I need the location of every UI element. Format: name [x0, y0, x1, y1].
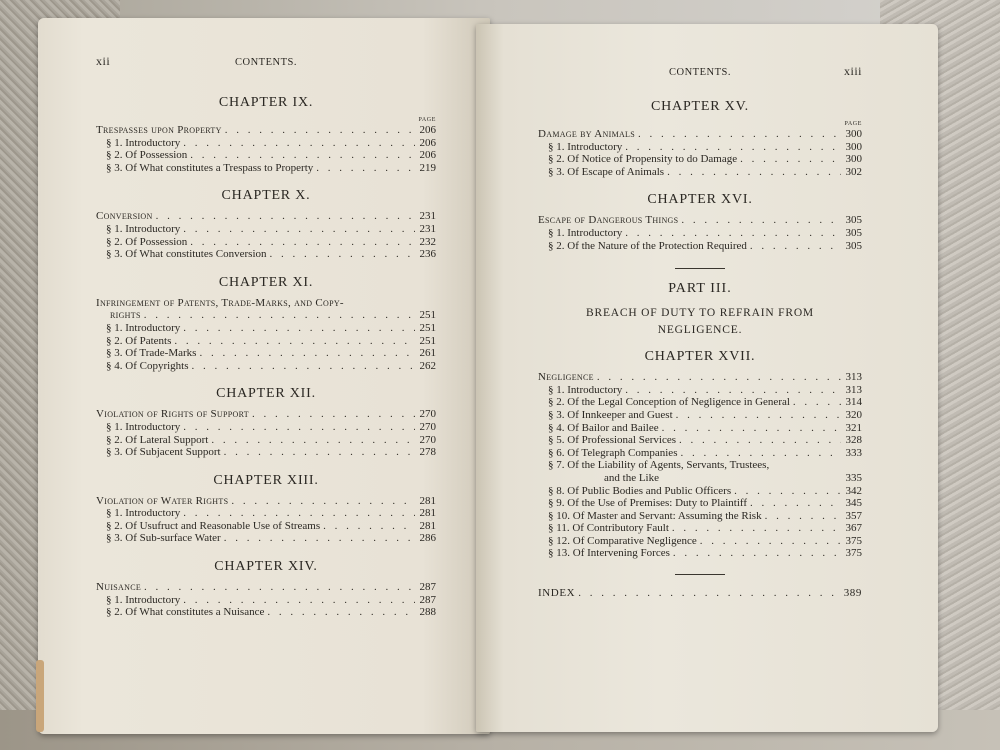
leader-dots	[672, 522, 841, 535]
section-entry-text: § 2. Of Usufruct and Reasonable Use of Streams	[106, 519, 321, 532]
page-number: 251	[419, 334, 436, 347]
chapter-title: CHAPTER XI.	[218, 274, 314, 290]
page-number: 278	[419, 446, 436, 459]
right-folio: xiii	[843, 64, 862, 78]
part-subtitle-line1: BREACH OF DUTY TO REFRAIN FROM	[586, 307, 814, 320]
section-entry-text: § 2. Of Possession	[106, 149, 188, 162]
chapter-topic	[538, 214, 862, 227]
left-running-head	[96, 54, 436, 69]
page-number: 335	[845, 471, 862, 484]
section-entry	[96, 434, 436, 447]
section-entry-text: § 1. Introductory	[106, 420, 181, 433]
chapter-topic	[538, 371, 862, 384]
section-entry-text: § 11. Of Contributory Fault	[548, 522, 669, 535]
leader-dots	[597, 371, 841, 384]
leader-dots	[681, 214, 841, 227]
page-number: 251	[419, 321, 436, 334]
section-entry-text: § 2. Of What constitutes a Nuisance	[106, 606, 265, 619]
page-number: 251	[419, 309, 436, 322]
leader-dots	[676, 409, 841, 422]
chapter-xvii-sections	[538, 384, 862, 460]
leader-dots	[144, 581, 415, 594]
section-entry	[96, 223, 436, 236]
right-chapter-list	[538, 99, 862, 252]
section-entry	[96, 507, 436, 520]
section-entry-text: § 3. Of Sub-surface Water	[106, 532, 221, 545]
section-entry	[538, 409, 862, 422]
page-number: 281	[419, 494, 436, 507]
section-entry-text: § 6. Of Telegraph Companies	[548, 446, 678, 459]
leader-dots	[750, 240, 841, 253]
section-entry	[538, 485, 862, 498]
page-number: 389	[843, 587, 862, 600]
leader-dots	[625, 384, 841, 397]
section-entry	[538, 497, 862, 510]
section-entry	[96, 347, 436, 360]
section-entry-text: § 1. Introductory	[106, 222, 181, 235]
leader-dots	[190, 149, 415, 162]
chapter-title: CHAPTER XIII.	[213, 472, 319, 488]
section-entry	[96, 606, 436, 619]
page-column-label: PAGE	[844, 121, 862, 127]
leader-dots	[224, 446, 415, 459]
leader-dots	[183, 507, 415, 520]
section-entry	[538, 422, 862, 435]
part-title: PART III.	[668, 281, 732, 297]
section-entry-text: § 10. Of Master and Servant: Assuming the Risk	[548, 509, 762, 522]
section-entry-text: § 2. Of Patents	[106, 334, 172, 347]
section-entry-text: § 1. Introductory	[548, 226, 623, 239]
section-entry-text: § 3. Of What constitutes a Trespass to Property	[106, 161, 314, 174]
leader-dots	[765, 510, 841, 523]
section-entry	[96, 137, 436, 150]
leader-dots	[750, 497, 841, 510]
topic-text: Negligence	[538, 371, 594, 384]
page-number: 342	[845, 484, 862, 497]
leader-dots	[192, 360, 416, 373]
page-number: 270	[419, 433, 436, 446]
chapter-topic-text: Violation of Water Rights	[96, 494, 229, 507]
section-entry-text: § 1. Introductory	[548, 140, 623, 153]
chapter-topic	[538, 128, 862, 141]
section-entry-text: § 1. Introductory	[106, 136, 181, 149]
section-entry	[538, 535, 862, 548]
index-text: INDEX	[538, 587, 576, 600]
page-number: 288	[419, 606, 436, 619]
section-entry-7	[538, 459, 862, 484]
leader-dots	[231, 495, 415, 508]
section-entry-text: § 2. Of Lateral Support	[106, 433, 209, 446]
page-number: 321	[845, 421, 862, 434]
chapter-topic-text: Conversion	[96, 210, 153, 223]
leader-dots	[225, 124, 415, 137]
page-number: 281	[419, 507, 436, 520]
leader-dots	[224, 532, 415, 545]
section-entry	[538, 434, 862, 447]
section-entry-text: § 1. Introductory	[106, 321, 181, 334]
section-entry	[538, 522, 862, 535]
leader-dots	[740, 153, 841, 166]
chapter-topic	[96, 408, 436, 421]
chapter-topic-text: Damage by Animals	[538, 128, 635, 140]
section-entry-text: § 1. Introductory	[106, 507, 181, 520]
leader-dots	[183, 421, 415, 434]
section-entry	[96, 149, 436, 162]
section-entry	[96, 335, 436, 348]
left-running-title: CONTENTS.	[235, 57, 297, 68]
page-number: 375	[845, 547, 862, 560]
section-entry-text: § 3. Of What constitutes Conversion	[106, 248, 267, 261]
chapter-title: CHAPTER XV.	[650, 99, 749, 114]
book-cover-edge	[36, 660, 44, 732]
leader-dots	[270, 248, 416, 261]
section-entry	[538, 510, 862, 523]
section-entry	[538, 547, 862, 560]
section-entry-text: § 4. Of Bailor and Bailee	[548, 421, 659, 434]
section-entry-text: § 2. Of Notice of Propensity to do Damage	[548, 153, 738, 166]
leader-dots	[700, 535, 841, 548]
page-number: 231	[419, 210, 436, 223]
chapter-topic	[96, 210, 436, 223]
page-number: 375	[845, 534, 862, 547]
page-column-label: PAGE	[418, 117, 436, 123]
leader-dots	[680, 447, 841, 460]
section-entry	[96, 162, 436, 175]
section-entry	[538, 447, 862, 460]
chapter-title: CHAPTER XIV.	[214, 559, 318, 575]
section-entry	[538, 153, 862, 166]
section-entry	[96, 594, 436, 607]
left-chapter-list	[96, 95, 436, 619]
page-number: 270	[419, 408, 436, 421]
section-entry	[538, 227, 862, 240]
page-number: 302	[845, 165, 862, 178]
page-number: 270	[419, 420, 436, 433]
section-entry	[538, 166, 862, 179]
section-entry-text: § 5. Of Professional Services	[548, 434, 677, 447]
chapter-topic-line2	[96, 309, 436, 322]
page-number: 300	[845, 153, 862, 166]
page-number: 262	[419, 359, 436, 372]
chapter-topic-text: Escape of Dangerous Things	[538, 214, 679, 227]
right-running-title: CONTENTS.	[669, 67, 731, 78]
leader-dots	[199, 347, 415, 360]
page-number: 206	[419, 149, 436, 162]
section-entry-text: § 1. Introductory	[106, 593, 181, 606]
leader-dots	[211, 434, 415, 447]
left-page-content	[96, 54, 436, 619]
section-entry	[96, 360, 436, 373]
page-number: 261	[419, 347, 436, 360]
section-entry-text: § 8. Of Public Bodies and Public Officers	[548, 484, 732, 497]
page-number: 206	[419, 136, 436, 149]
chapter-title: CHAPTER IX.	[218, 95, 314, 110]
section-text-line2: and the Like	[604, 471, 659, 484]
section-entry	[96, 520, 436, 533]
left-folio: xii	[96, 54, 111, 68]
right-running-head	[538, 64, 862, 79]
chapter-title: CHAPTER XVII.	[644, 349, 756, 365]
leader-dots	[183, 223, 415, 236]
divider-rule-2	[675, 574, 725, 575]
leader-dots	[679, 434, 841, 447]
leader-dots	[183, 594, 415, 607]
chapter-topic	[96, 495, 436, 508]
leader-dots	[578, 587, 840, 600]
right-page-content	[538, 64, 862, 600]
leader-dots	[673, 547, 841, 560]
page-number: 305	[845, 226, 862, 239]
page-number: 236	[419, 248, 436, 261]
leader-dots	[323, 520, 415, 533]
page-number: 287	[419, 593, 436, 606]
page-number: 286	[419, 532, 436, 545]
page-number: 287	[419, 581, 436, 594]
leader-dots	[638, 128, 841, 141]
chapter-topic-line2-text: rights	[110, 309, 141, 322]
leader-dots	[252, 408, 415, 421]
section-entry	[96, 421, 436, 434]
divider-rule	[675, 268, 725, 269]
chapter-topic-text: Violation of Rights of Support	[96, 408, 249, 421]
page-number: 281	[419, 519, 436, 532]
section-entry-text: § 2. Of the Nature of the Protection Required	[548, 239, 747, 252]
leader-dots	[667, 166, 841, 179]
page-number: 320	[845, 408, 862, 421]
section-entry	[96, 322, 436, 335]
leader-dots	[144, 309, 415, 322]
page-number: 314	[845, 396, 862, 409]
section-entry	[538, 384, 862, 397]
page-number: 206	[419, 124, 436, 136]
page-number: 300	[845, 128, 862, 140]
section-entry	[538, 240, 862, 253]
leader-dots	[662, 422, 841, 435]
chapter-topic-line1: Infringement of Patents, Trade-Marks, and Copy-	[96, 296, 344, 309]
page-number: 328	[845, 434, 862, 447]
chapter-topic-text: Trespasses upon Property	[96, 124, 222, 136]
page-number: 333	[845, 446, 862, 459]
section-entry-text: § 3. Of Trade-Marks	[106, 347, 197, 360]
section-entry	[538, 141, 862, 154]
chapter-topic	[96, 581, 436, 594]
page-number: 313	[845, 371, 862, 384]
section-entry-text: § 2. Of the Legal Conception of Negligence in General	[548, 396, 790, 409]
part-subtitle-line2: NEGLIGENCE.	[657, 324, 743, 337]
section-entry	[96, 248, 436, 261]
section-entry-text: § 4. Of Copyrights	[106, 359, 189, 372]
section-entry-text: § 13. Of Intervening Forces	[548, 547, 670, 560]
chapter-title: CHAPTER X.	[221, 188, 311, 204]
leader-dots	[793, 396, 841, 409]
section-entry	[538, 396, 862, 409]
page-number: 219	[419, 161, 436, 174]
section-entry	[96, 236, 436, 249]
leader-dots	[267, 606, 415, 619]
page-number: 231	[419, 222, 436, 235]
section-entry-text: § 1. Introductory	[548, 383, 623, 396]
section-entry-text: § 2. Of Possession	[106, 235, 188, 248]
leader-dots	[156, 210, 415, 223]
index-entry	[538, 587, 862, 600]
leader-dots	[183, 322, 415, 335]
chapter-topic	[96, 124, 436, 137]
page-number: 357	[845, 509, 862, 522]
page-number: 367	[845, 522, 862, 535]
leader-dots	[190, 236, 415, 249]
leader-dots	[734, 485, 841, 498]
section-text-line1: § 7. Of the Liability of Agents, Servants, Trustees,	[548, 459, 770, 472]
section-entry-text: § 3. Of Escape of Animals	[548, 165, 665, 178]
leader-dots	[625, 141, 841, 154]
section-entry-text: § 3. Of Subjacent Support	[106, 446, 221, 459]
page-number: 305	[845, 214, 862, 227]
page-number: 300	[845, 140, 862, 153]
section-entry	[96, 532, 436, 545]
chapter-title: CHAPTER XII.	[216, 386, 316, 402]
section-entry-text: § 9. Of the Use of Premises: Duty to Plaintiff	[548, 497, 747, 510]
section-entry	[96, 446, 436, 459]
page-number: 232	[419, 235, 436, 248]
page-number: 345	[845, 497, 862, 510]
page-number: 305	[845, 239, 862, 252]
chapter-topic-text: Nuisance	[96, 581, 142, 594]
chapter-title: CHAPTER XVI.	[647, 192, 753, 208]
leader-dots	[174, 335, 415, 348]
leader-dots	[316, 162, 415, 175]
page-number: 313	[845, 383, 862, 396]
section-entry-text: § 3. Of Innkeeper and Guest	[548, 408, 673, 421]
section-entry-text: § 12. Of Comparative Negligence	[548, 534, 697, 547]
leader-dots	[625, 227, 841, 240]
chapter-xvii-sections-after	[538, 485, 862, 561]
leader-dots	[183, 137, 415, 150]
